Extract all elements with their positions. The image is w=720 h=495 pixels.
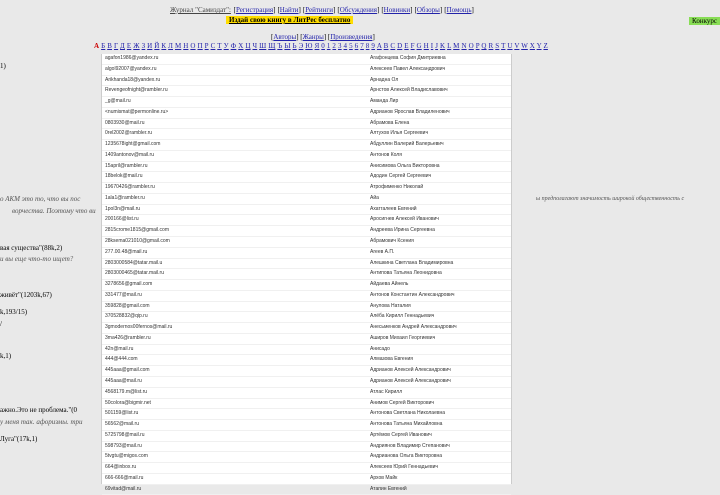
alphabet-letter-link[interactable]: В	[107, 42, 113, 50]
row-email: 598793@mail.ru	[105, 442, 142, 449]
list-row[interactable]	[102, 409, 511, 420]
left-fragment[interactable]: вая существа"(88k,2)	[0, 244, 63, 252]
promo-link[interactable]: Издай свою книгу в ЛитРес бесплатно	[229, 16, 351, 24]
row-email: 277.00.48@mail.ru	[105, 248, 148, 255]
alphabet-letter-link[interactable]: Э	[298, 42, 304, 50]
alphabet-letter-link[interactable]: Q	[481, 42, 487, 50]
top-navigation	[170, 6, 550, 14]
alphabet-letter-link[interactable]: П	[197, 42, 203, 50]
konkurs-link[interactable]: Конкурс	[689, 17, 720, 25]
alphabet-letter-link[interactable]: Й	[154, 42, 160, 50]
promo-banner[interactable]	[226, 16, 353, 24]
list-row[interactable]	[102, 129, 511, 140]
row-author-name: Анисадо	[370, 345, 390, 352]
list-row[interactable]	[102, 334, 511, 345]
nav-link[interactable]: Регистрация	[235, 6, 274, 14]
alphabet-letter-link[interactable]: Ч	[252, 42, 258, 50]
alphabet-letter-link[interactable]: E	[404, 42, 409, 50]
subnav-authors[interactable]: Авторы	[273, 33, 297, 41]
row-email: 444@444.com	[105, 356, 138, 363]
alphabet-letter-link[interactable]: Ь	[292, 42, 297, 50]
nav-link[interactable]: Рейтинги	[305, 6, 334, 14]
alphabet-letter-link[interactable]: Т	[217, 42, 222, 50]
row-email: 2803000584@tatar.mail.u	[105, 259, 163, 266]
nav-item: [Регистрация]	[233, 6, 276, 14]
row-author-name: Адрианов Ярослав Владиленович	[370, 108, 450, 115]
row-email: 1409antonov@mail.ru	[105, 151, 154, 158]
row-author-name: Аманда Лир	[370, 98, 399, 105]
alphabet-letter-link[interactable]: И	[147, 42, 153, 50]
row-author-name: Айа	[370, 194, 379, 201]
list-row[interactable]	[102, 377, 511, 388]
row-email: algol92007@yandex.ru	[105, 65, 157, 72]
row-email: 3ma426@rambler.ru	[105, 334, 151, 341]
alphabet-letter-link[interactable]: J	[435, 42, 439, 50]
row-email: 18belok@mail.ru	[105, 173, 143, 180]
row-author-name: Абдуллин Валерий Валерьевич	[370, 141, 444, 148]
list-row[interactable]	[102, 302, 511, 313]
list-row[interactable]	[102, 65, 511, 76]
alphabet-letter-link[interactable]: G	[416, 42, 422, 50]
alphabet-letter-link[interactable]: 2	[332, 42, 337, 50]
row-email: 445aaa@gmail.com	[105, 367, 150, 374]
alphabet-letter-link[interactable]: 6	[354, 42, 359, 50]
row-email: <numismat@permonline.ru>	[105, 108, 169, 115]
alphabet-letter-link[interactable]: D	[397, 42, 403, 50]
alphabet-letter-link[interactable]: Ф	[230, 42, 237, 50]
row-author-name: Архов Майк	[370, 474, 398, 481]
row-author-name: Алексеев Юрий Геннадьевич	[370, 464, 439, 471]
left-fragment: k,193/15)	[0, 308, 28, 316]
row-email: 3gmodernos00fernos@mail.ru	[105, 324, 173, 331]
list-row[interactable]	[102, 269, 511, 280]
row-email: 50colora@bigmir.net	[105, 399, 151, 406]
list-row[interactable]	[102, 474, 511, 485]
list-row[interactable]	[102, 151, 511, 162]
row-email: 1235678ight@gmail.com	[105, 141, 161, 148]
subnav-genres[interactable]: Жанры	[302, 33, 324, 41]
alphabet-letter-link[interactable]: Ж	[133, 42, 140, 50]
alphabet-letter-link[interactable]: O	[468, 42, 474, 50]
row-email: 359828@gmail.com	[105, 302, 150, 309]
right-fragment: ы предполагают значимость широкой общественность с	[536, 196, 685, 202]
alphabet-letter-link[interactable]: Ъ	[277, 42, 283, 50]
row-author-name: Адрианов Алексей Александрович	[370, 367, 451, 374]
list-row[interactable]	[102, 162, 511, 173]
list-row[interactable]	[102, 463, 511, 474]
row-author-name: Адодин Сергей Сергеевич	[370, 173, 432, 180]
left-fragment: /	[0, 320, 2, 328]
alphabet-letter-link[interactable]: Р	[204, 42, 209, 50]
row-email: 1pol3n@mail.ru	[105, 205, 141, 212]
list-row[interactable]	[102, 355, 511, 366]
subnav-works[interactable]: Произведения	[330, 33, 373, 41]
nav-link[interactable]: Найти	[279, 6, 299, 14]
row-author-name: Анесьменков Андрей Александрович	[370, 324, 457, 331]
list-row[interactable]	[102, 140, 511, 151]
list-row[interactable]	[102, 54, 511, 65]
list-row[interactable]	[102, 119, 511, 130]
row-email: 666-666@mail.ru	[105, 474, 144, 481]
row-author-name: Артёмов Сергей Иванович	[370, 431, 432, 438]
row-author-name: Аросигнев Алексей Иванович	[370, 216, 439, 223]
row-email: 3278656@gmail.com	[105, 281, 153, 288]
row-email: 5725798@mail.ru	[105, 431, 145, 438]
alphabet-letter-link[interactable]: S	[495, 42, 500, 50]
list-row[interactable]	[102, 237, 511, 248]
list-row[interactable]	[102, 248, 511, 259]
nav-item: [Обсуждения]	[337, 6, 380, 14]
list-row[interactable]	[102, 172, 511, 183]
list-row[interactable]	[102, 452, 511, 463]
list-row[interactable]	[102, 485, 511, 495]
alphabet-letter-link[interactable]: К	[161, 42, 167, 50]
row-email: 445aaa@mail.ru	[105, 377, 142, 384]
alphabet-letter-link[interactable]: М	[174, 42, 182, 50]
list-row[interactable]	[102, 280, 511, 291]
row-author-name: Абрамович Ксения	[370, 238, 414, 245]
list-row[interactable]	[102, 399, 511, 410]
list-row[interactable]	[102, 86, 511, 97]
row-author-name: Алёба Кирилл Геннадьевич	[370, 313, 435, 320]
alphabet-letter-link[interactable]: I	[430, 42, 434, 50]
alphabet-letter-link[interactable]: 0	[321, 42, 325, 50]
journal-title-link[interactable]: Журнал "Самиздат":	[170, 6, 231, 14]
row-email: 664@inbox.ru	[105, 464, 137, 471]
row-author-name: Андреева Ирина Сергеевна	[370, 227, 435, 234]
list-row[interactable]	[102, 108, 511, 119]
list-row[interactable]	[102, 226, 511, 237]
row-author-name: Андриянов Владимир Степанович	[370, 442, 450, 449]
left-fragment: 1)	[0, 62, 6, 70]
row-email: 19670426@rambler.ru	[105, 184, 155, 191]
row-email: 2803000465@tatar.mail.ru	[105, 270, 165, 277]
alphabet-letter-link[interactable]: V	[514, 42, 520, 50]
alphabet-current-letter: А	[94, 42, 100, 50]
row-author-name: Анисимова Ольга Викторовна	[370, 162, 440, 169]
list-row[interactable]	[102, 442, 511, 453]
sub-navigation: [Авторы] [Жанры] [Произведения]	[271, 33, 375, 41]
alphabet-letter-link[interactable]: У	[223, 42, 229, 50]
row-author-name: Антипова Татьяна Леонидовна	[370, 270, 442, 277]
nav-item: [Рейтинги]	[302, 6, 336, 14]
row-author-name: Арнстов Алексей Владиславович	[370, 87, 448, 94]
list-row[interactable]	[102, 345, 511, 356]
author-email-list[interactable]	[101, 54, 512, 492]
left-fragment: k,1)	[0, 352, 12, 360]
row-email: 0803930@mail.ru	[105, 119, 145, 126]
alphabet-letter-link[interactable]: U	[507, 42, 513, 50]
row-email: 15april@rambler.ru	[105, 162, 148, 169]
nav-link[interactable]: Обсуждения	[339, 6, 377, 14]
alphabet-letter-link[interactable]: A	[376, 42, 382, 50]
row-author-name: Алмазова Евгения	[370, 356, 413, 363]
alphabet-letter-link[interactable]: M	[453, 42, 460, 50]
alphabet-letter-link[interactable]: С	[210, 42, 216, 50]
row-author-name: Антонова Татьяна Михайловна	[370, 421, 443, 428]
alphabet-letter-link[interactable]: Н	[183, 42, 189, 50]
row-author-name: Атапин Евгений	[370, 485, 407, 492]
row-email: 2815crome1815@gmail.com	[105, 227, 169, 234]
list-row[interactable]	[102, 366, 511, 377]
alphabet-letter-link[interactable]: 5	[349, 42, 353, 50]
alphabet-letter-link[interactable]: Е	[126, 42, 132, 50]
list-row[interactable]	[102, 312, 511, 323]
left-fragment: ворчества. Поэтому что ви	[12, 207, 96, 215]
nav-item: [Помощь]	[444, 6, 474, 14]
alphabet-letter-link[interactable]: Д	[120, 42, 125, 50]
alphabet-letter-link[interactable]: C	[390, 42, 396, 50]
row-author-name: Атлас Кирилл	[370, 388, 403, 395]
list-row[interactable]	[102, 259, 511, 270]
alphabet-letter-link[interactable]: Щ	[268, 42, 276, 50]
alphabet-letter-link[interactable]: T	[501, 42, 506, 50]
list-row[interactable]	[102, 323, 511, 334]
row-author-name: Агафонцева София Дмитриевна	[370, 55, 446, 61]
alphabet-letter-link[interactable]: Л	[168, 42, 174, 50]
nav-link[interactable]: Новинки	[383, 6, 411, 14]
alphabet-letter-link[interactable]: N	[461, 42, 467, 50]
alphabet-letter-link[interactable]: Ш	[259, 42, 267, 50]
row-author-name: Ахатгалеев Евгений	[370, 205, 417, 212]
list-row[interactable]	[102, 420, 511, 431]
alphabet-letter-link[interactable]: О	[190, 42, 196, 50]
row-author-name: Алешкина Светлана Владимировна	[370, 259, 454, 266]
left-fragment: о АКМ это то, что вы пос	[0, 195, 81, 203]
list-row[interactable]	[102, 76, 511, 87]
list-row[interactable]	[102, 194, 511, 205]
row-author-name: Анимов Сергей Викторович	[370, 399, 435, 406]
nav-item: [Найти]	[277, 6, 301, 14]
row-email: 5tvgtu@migos.com	[105, 453, 148, 460]
row-email: _g@mail.ru	[105, 98, 131, 105]
list-row[interactable]	[102, 183, 511, 194]
alphabet-letter-link[interactable]: Y	[536, 42, 542, 50]
nav-item: [Новинки]	[381, 6, 413, 14]
row-email: 42n@mail.ru	[105, 345, 134, 352]
alphabet-letter-link[interactable]: Ц	[245, 42, 251, 50]
row-author-name: Адрианов Алексей Александрович	[370, 377, 451, 384]
row-author-name: Андрианова Ольга Викторовна	[370, 453, 443, 460]
row-email: 56562@mail.ru	[105, 421, 139, 428]
list-row[interactable]	[102, 215, 511, 226]
row-email: 0rel2002@rambler.ru	[105, 130, 153, 137]
row-author-name: Алексеев Павел Александрович	[370, 65, 446, 72]
nav-item: [Обзоры]	[414, 6, 443, 14]
alphabet-letter-link[interactable]: Z	[543, 42, 548, 50]
alphabet-letter-link[interactable]: 8	[365, 42, 370, 50]
alphabet-letter-link[interactable]: 9	[371, 42, 376, 50]
row-email: 1ala1@rambler.ru	[105, 194, 145, 201]
alphabet-letter-link[interactable]: Х	[238, 42, 244, 50]
row-email: agafon1986@yandex.ru	[105, 55, 159, 61]
row-author-name: Антонов Коля	[370, 151, 402, 158]
alphabet-letter-link[interactable]: L	[447, 42, 452, 50]
row-author-name: Алтухов Илья Сергеевич	[370, 130, 429, 137]
row-author-name: Арнадна Ол	[370, 76, 399, 83]
alphabet-letter-link[interactable]: Б	[101, 42, 106, 50]
left-fragment: и вы еще что-то ищет?	[0, 255, 74, 263]
left-fragment[interactable]: Луга"(17k,1)	[0, 435, 38, 443]
alphabet-letter-link[interactable]: P	[475, 42, 480, 50]
row-email: Revengeofnight@rambler.ru	[105, 87, 168, 94]
nav-link[interactable]: Обзоры	[416, 6, 440, 14]
alphabet-letter-link[interactable]: 1	[326, 42, 331, 50]
row-email: Arikhanda18@yandex.ru	[105, 76, 161, 83]
list-row[interactable]	[102, 431, 511, 442]
alphabet-letter-link[interactable]: Ы	[284, 42, 291, 50]
alphabet-letter-link[interactable]: X	[529, 42, 535, 50]
left-fragment[interactable]: ажно.Это не проблема."(0	[0, 406, 78, 414]
nav-link[interactable]: Помощь	[446, 6, 472, 14]
row-email: 501159@list.ru	[105, 410, 139, 417]
alphabet-letter-link[interactable]: R	[488, 42, 494, 50]
left-fragment: у меня так. афоризмы. три	[0, 418, 83, 426]
list-row[interactable]	[102, 97, 511, 108]
row-email: 200166@list.ru	[105, 216, 139, 223]
row-email: 4568179.m@list.ru	[105, 388, 148, 395]
alphabet-letter-link[interactable]: 3	[337, 42, 342, 50]
list-row[interactable]	[102, 291, 511, 302]
row-author-name: Аширов Михаил Георгиевич	[370, 334, 436, 341]
alphabet-letter-link[interactable]: 4	[343, 42, 348, 50]
row-author-name: Абрамова Елена	[370, 119, 410, 126]
row-email: 370528832@qip.ru	[105, 313, 148, 320]
left-fragment[interactable]: живёт"(1203k,67)	[0, 291, 52, 299]
alphabet-letter-link[interactable]: Я	[314, 42, 320, 50]
alphabet-letter-link[interactable]: 7	[360, 42, 364, 50]
alphabet-index	[94, 42, 548, 50]
row-author-name: Айдаева Айнель	[370, 281, 409, 288]
alphabet-letter-link[interactable]: F	[410, 42, 415, 50]
alphabet-letter-link[interactable]: Ю	[305, 42, 313, 50]
alphabet-letter-link[interactable]: H	[423, 42, 429, 50]
alphabet-letter-link[interactable]: W	[521, 42, 528, 50]
list-row[interactable]	[102, 388, 511, 399]
alphabet-letter-link[interactable]: B	[383, 42, 389, 50]
list-row[interactable]	[102, 205, 511, 216]
alphabet-letter-link[interactable]: Г	[113, 42, 119, 50]
row-email: 28ksema021010@gmail.com	[105, 238, 170, 245]
row-author-name: Антонов Константин Александрович	[370, 291, 455, 298]
row-author-name: Агеев А.П.	[370, 248, 395, 255]
row-author-name: Атрофименко Николай	[370, 184, 424, 191]
row-author-name: Антонова Светлана Николаевна	[370, 410, 446, 417]
alphabet-letter-link[interactable]: K	[439, 42, 446, 50]
row-email: 69vitad@mail.ru	[105, 485, 142, 492]
row-author-name: Анулова Наталия	[370, 302, 411, 309]
alphabet-letter-link[interactable]: З	[141, 42, 146, 50]
row-email: 331477@mail.ru	[105, 291, 142, 298]
